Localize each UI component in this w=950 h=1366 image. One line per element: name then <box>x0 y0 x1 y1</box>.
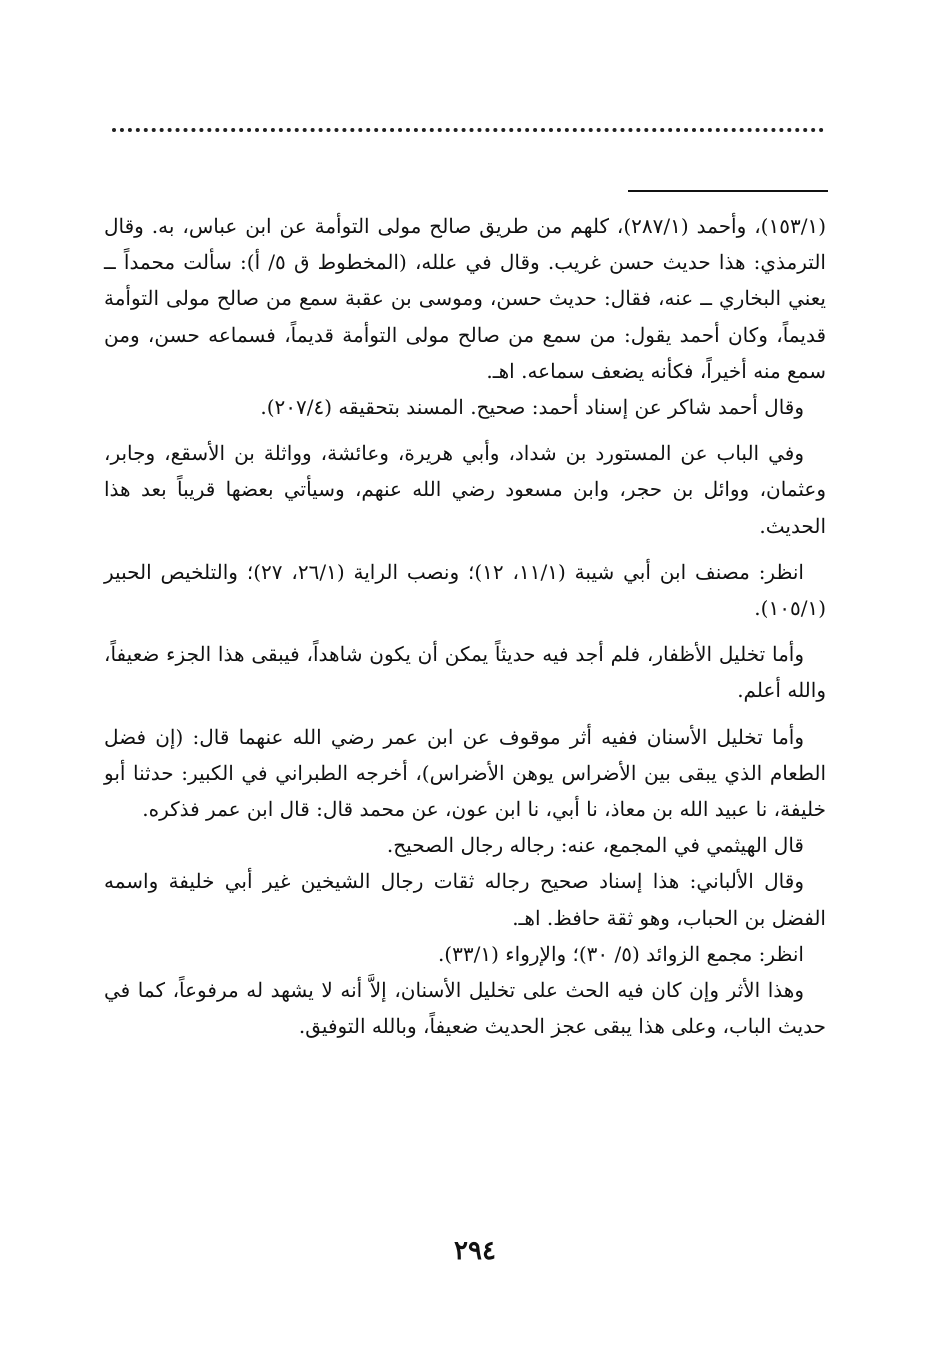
paragraph-4: انظر: مصنف ابن أبي شيبة (١١/١، ١٢)؛ ونصب الراية (٢٦/١، ٢٧)؛ والتلخيص الحبير (١٠٥/١). <box>104 559 826 621</box>
paragraph-1: (١٥٣/١)، وأحمد (٢٨٧/١)، كلهم من طريق صالح مولى التوأمة عن ابن عباس، به. وقال الترمذي: هذا حديث حسن غريب. وقال في علله، (المخطوط ق ٥/ أ): سألت محمداً ــ يعني البخاري ــ عنه، فقال: حديث حسن، وموسى بن عقبة سمع من صالح مولى التوأمة قديماً، وكان أحمد يقول: من سمع من صالح مولى التوأمة قديماً، فسماعه حسن، ومن سمع منه أخيراً، فكأنه يضعف سماعه. اهـ. <box>104 214 826 383</box>
dotted-separator <box>112 128 824 144</box>
paragraph-8: وقال الألباني: هذا إسناد صحيح رجاله ثقات رجال الشيخين غير أبي خليفة واسمه الفضل بن الحباب، وهو ثقة حافظ. اهـ. <box>104 869 826 930</box>
paragraph-2: وقال أحمد شاكر عن إسناد أحمد: صحيح. المسند بتحقيقه (٢٠٧/٤). <box>260 395 804 420</box>
paragraph-5: وأما تخليل الأظفار، فلم أجد فيه حديثاً يمكن أن يكون شاهداً، فيبقى هذا الجزء ضعيفاً، والله أعلم. <box>104 642 826 703</box>
paragraph-7: قال الهيثمي في المجمع، عنه: رجاله رجال الصحيح. <box>386 833 804 858</box>
paragraph-9: انظر: مجمع الزوائد (٥/ ٣٠)؛ والإرواء (٣٣/١). <box>437 941 804 966</box>
paragraph-6: وأما تخليل الأسنان ففيه أثر موقوف عن ابن عمر رضي الله عنهما قال: (إن فضل الطعام الذي يبقى بين الأضراس يوهن الأضراس)، أخرجه الطبراني في الكبير: حدثنا أبو خليفة، نا عبيد الله بن معاذ، نا أبي، نا ابن عون، عن محمد قال: قال ابن عمر فذكره. <box>104 724 826 822</box>
page-number: ٢٩٤ <box>454 1236 496 1266</box>
body-text <box>104 208 826 1044</box>
footnote-rule <box>628 190 828 192</box>
paragraph-10: وهذا الأثر وإن كان فيه الحث على تخليل الأسنان، إلاَّ أنه لا يشهد له مرفوعاً، كما في حديث الباب، وعلى هذا يبقى عجز الحديث ضعيفاً، وبالله التوفيق. <box>104 978 826 1039</box>
paragraph-3: وفي الباب عن المستورد بن شداد، وأبي هريرة، وعائشة، وواثلة بن الأسقع، وجابر، وعثمان، ووائل بن حجر، وابن مسعود رضي الله عنهم، وسيأتي بعضها قريباً بعد هذا الحديث. <box>104 441 826 538</box>
